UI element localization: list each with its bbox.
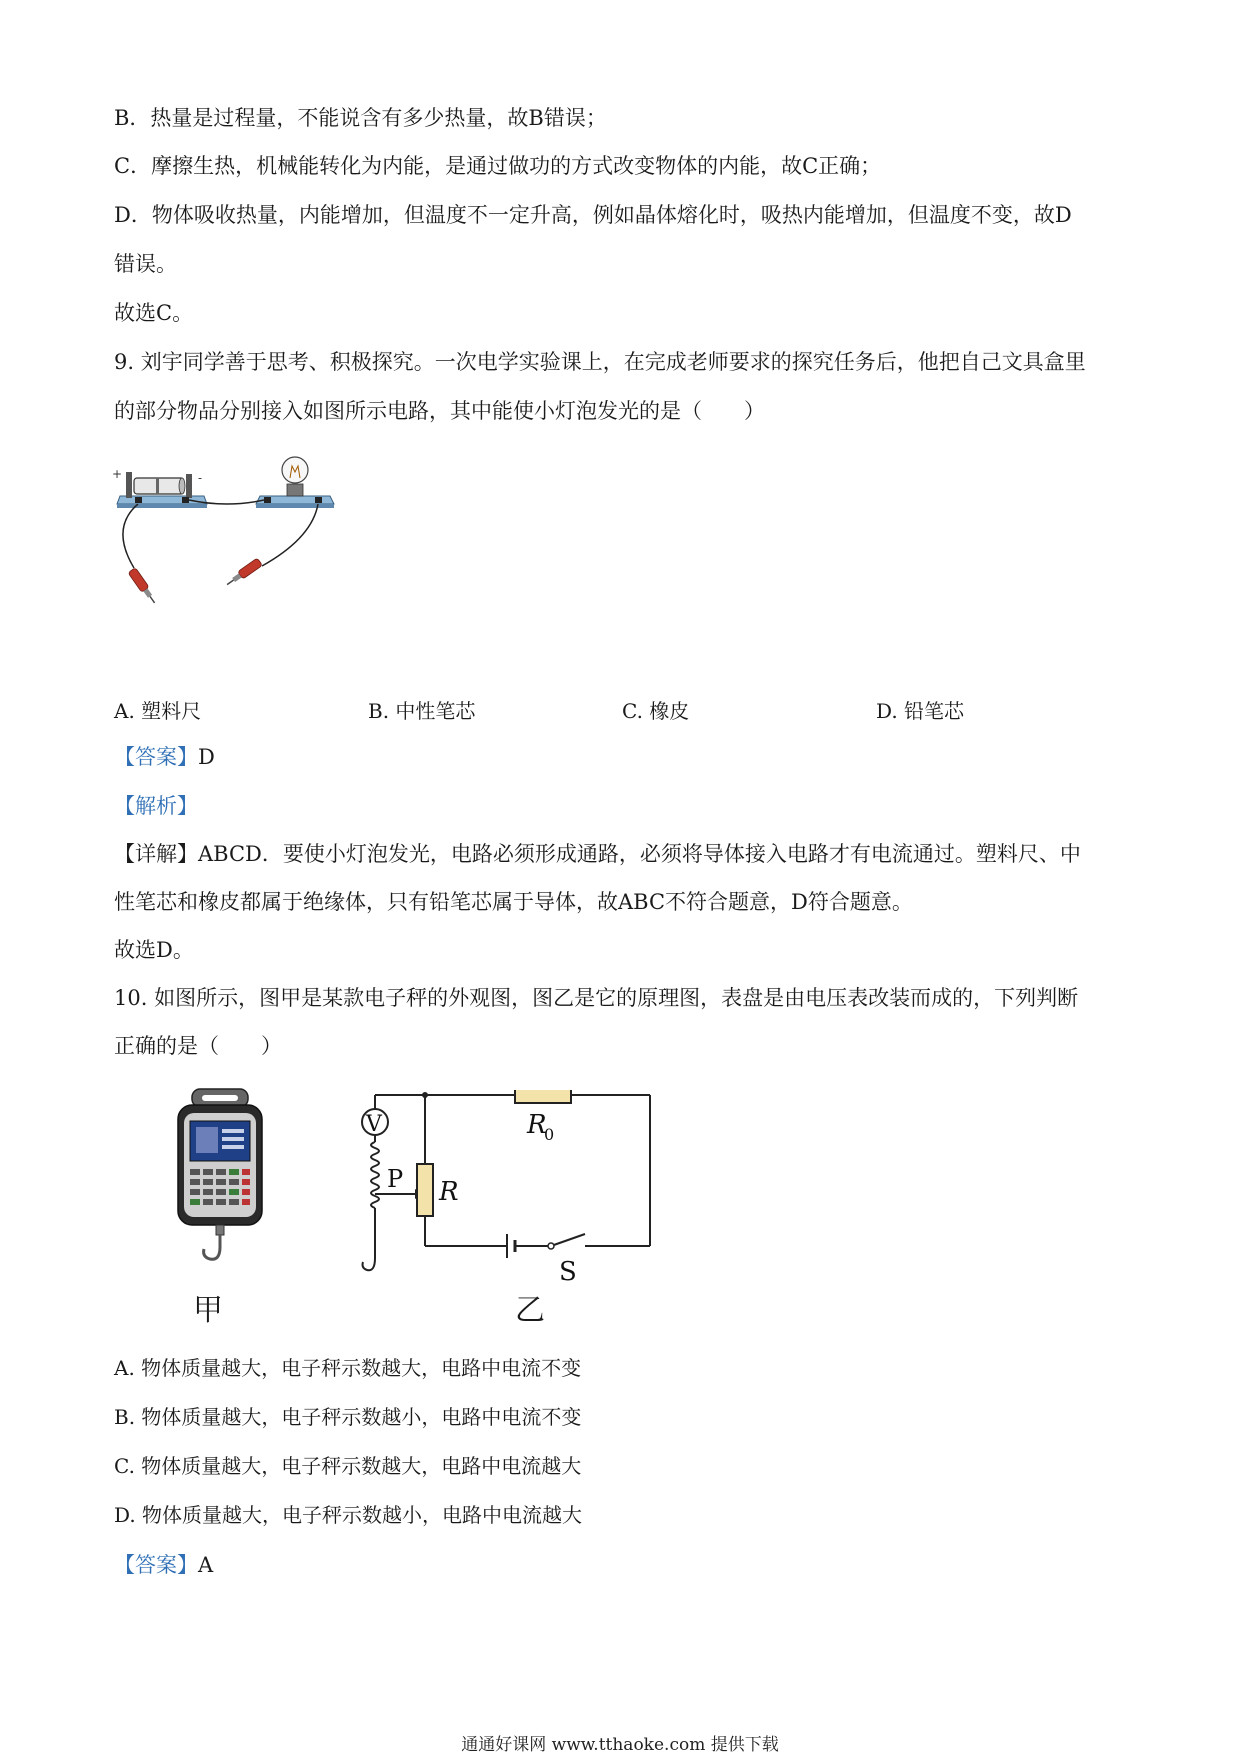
battery-plus-sign: + <box>112 467 123 481</box>
explain-line-d2: 错误。 <box>114 252 177 276</box>
scale-circuit-diagram <box>345 1090 665 1290</box>
q10-answer <box>114 1550 213 1580</box>
q10-stem-line2: 正确的是（ ） <box>114 1034 282 1058</box>
explain-line-b: B．热量是过程量，不能说含有多少热量，故B错误； <box>114 106 607 130</box>
figure-caption-yi: 乙 <box>515 1293 545 1328</box>
q9-option-d: D. 铅笔芯 <box>876 699 965 723</box>
q10-option-d: D. 物体质量越大，电子秤示数越小，电路中电流越大 <box>114 1503 583 1527</box>
q10-option-c: C. 物体质量越大，电子秤示数越大，电路中电流越大 <box>114 1454 582 1478</box>
answer-value: A <box>198 1553 214 1577</box>
q10-option-b: B. 物体质量越大，电子秤示数越小，电路中电流不变 <box>114 1405 582 1429</box>
r0-label: R <box>527 1110 547 1140</box>
answer-tag: 【答案】 <box>114 745 198 769</box>
q9-answer <box>114 742 215 772</box>
r0-subscript: 0 <box>544 1125 555 1144</box>
voltmeter-label: V <box>366 1112 382 1137</box>
q9-option-a: A. 塑料尺 <box>114 699 202 723</box>
detail-tag: 【详解】 <box>114 842 198 866</box>
explain-conclusion: 故选C。 <box>114 301 194 325</box>
q9-option-b: B. 中性笔芯 <box>368 699 476 723</box>
answer-tag: 【答案】 <box>114 1553 198 1577</box>
electronic-scale-figure <box>170 1085 270 1275</box>
answer-value: D <box>198 745 215 769</box>
switch-label: S <box>559 1257 577 1287</box>
r-label: R <box>439 1177 459 1207</box>
page-footer: 通通好课网 www.tthaoke.com 提供下载 <box>461 1735 779 1755</box>
figure-caption-jia: 甲 <box>193 1293 223 1328</box>
q9-option-c: C. 橡皮 <box>622 699 690 723</box>
q9-stem-line2: 的部分物品分别接入如图所示电路，其中能使小灯泡发光的是（ ） <box>114 399 765 423</box>
analysis-tag: 【解析】 <box>114 794 198 818</box>
q9-stem-line1: 9. 刘宇同学善于思考、积极探究。一次电学实验课上，在完成老师要求的探究任务后，他把自己文具盒里 <box>114 350 1086 374</box>
detail-text-1: ABCD．要使小灯泡发光，电路必须形成通路，必须将导体接入电路才有电流通过。塑料尺、中 <box>198 842 1081 866</box>
explain-line-c: C．摩擦生热，机械能转化为内能，是通过做功的方式改变物体的内能，故C正确； <box>114 154 882 178</box>
battery-minus-sign: - <box>198 471 203 485</box>
pointer-label: P <box>387 1165 404 1193</box>
q9-analysis <box>114 791 198 821</box>
explain-line-d1: D．物体吸收热量，内能增加，但温度不一定升高，例如晶体熔化时，吸热内能增加，但温度不变，故D <box>114 203 1072 227</box>
q9-circuit-figure <box>112 448 342 618</box>
q9-detail-line1 <box>114 839 1081 869</box>
q9-conclusion: 故选D。 <box>114 938 194 962</box>
q10-option-a: A. 物体质量越大，电子秤示数越大，电路中电流不变 <box>114 1356 582 1380</box>
q10-stem-line1: 10. 如图所示，图甲是某款电子秤的外观图，图乙是它的原理图，表盘是由电压表改装而成的，下列判断 <box>114 986 1079 1010</box>
q9-detail-line2: 性笔芯和橡皮都属于绝缘体，只有铅笔芯属于导体，故ABC不符合题意，D符合题意。 <box>114 890 913 914</box>
